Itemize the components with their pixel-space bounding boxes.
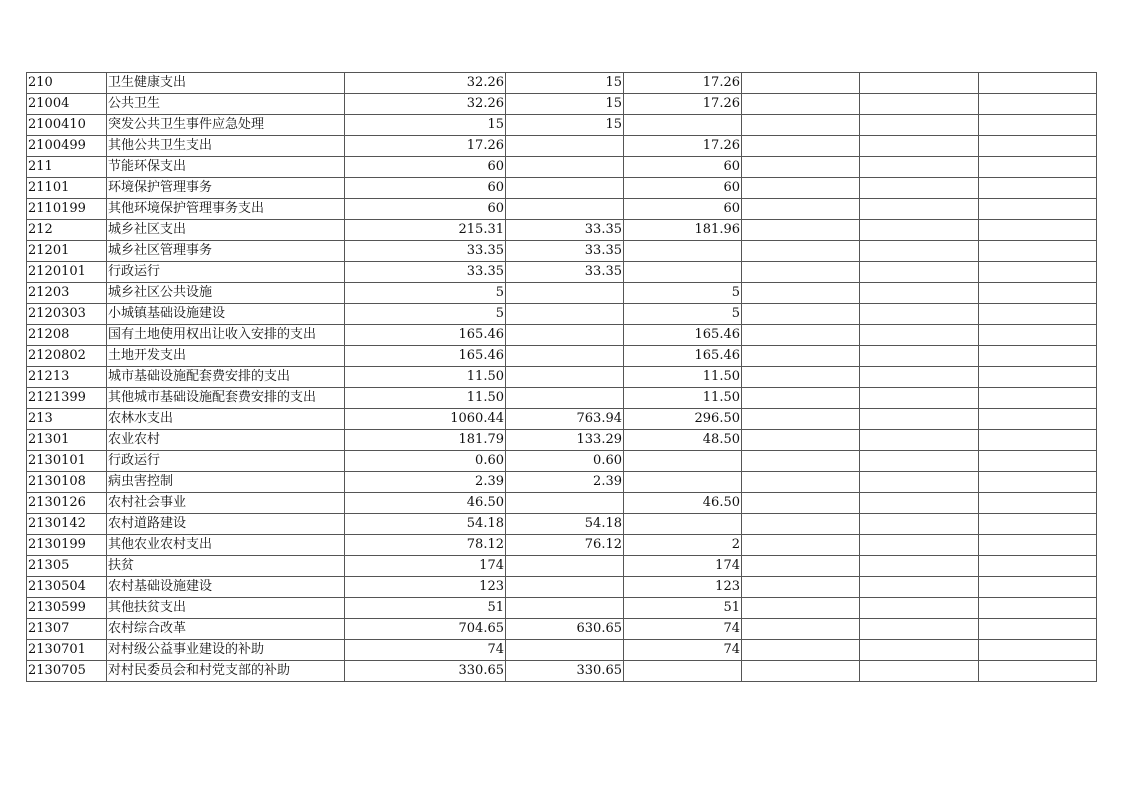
- account-name-cell: 农村道路建设: [107, 514, 345, 535]
- empty-cell: [979, 598, 1097, 619]
- basic-expenditure-cell: [506, 556, 624, 577]
- basic-expenditure-cell: [506, 304, 624, 325]
- empty-cell: [979, 304, 1097, 325]
- project-expenditure-cell: 60: [624, 178, 742, 199]
- total-amount-cell: 165.46: [345, 346, 506, 367]
- empty-cell: [742, 430, 860, 451]
- account-name-cell: 病虫害控制: [107, 472, 345, 493]
- basic-expenditure-cell: [506, 367, 624, 388]
- empty-cell: [860, 262, 979, 283]
- empty-cell: [742, 472, 860, 493]
- basic-expenditure-cell: 763.94: [506, 409, 624, 430]
- empty-cell: [742, 388, 860, 409]
- empty-cell: [742, 94, 860, 115]
- account-name-cell: 农业农村: [107, 430, 345, 451]
- project-expenditure-cell: 123: [624, 577, 742, 598]
- empty-cell: [742, 451, 860, 472]
- empty-cell: [979, 220, 1097, 241]
- empty-cell: [860, 514, 979, 535]
- empty-cell: [860, 577, 979, 598]
- account-code-cell: 2130599: [27, 598, 107, 619]
- total-amount-cell: 5: [345, 283, 506, 304]
- project-expenditure-cell: 48.50: [624, 430, 742, 451]
- table-row: [27, 514, 1097, 535]
- empty-cell: [742, 241, 860, 262]
- total-amount-cell: 215.31: [345, 220, 506, 241]
- empty-cell: [860, 283, 979, 304]
- table-row: [27, 367, 1097, 388]
- table-row: [27, 94, 1097, 115]
- project-expenditure-cell: 11.50: [624, 367, 742, 388]
- total-amount-cell: 123: [345, 577, 506, 598]
- table-row: [27, 178, 1097, 199]
- total-amount-cell: 1060.44: [345, 409, 506, 430]
- empty-cell: [979, 199, 1097, 220]
- empty-cell: [860, 178, 979, 199]
- total-amount-cell: 165.46: [345, 325, 506, 346]
- project-expenditure-cell: 17.26: [624, 73, 742, 94]
- project-expenditure-cell: [624, 241, 742, 262]
- empty-cell: [979, 115, 1097, 136]
- empty-cell: [979, 619, 1097, 640]
- project-expenditure-cell: 60: [624, 157, 742, 178]
- empty-cell: [742, 577, 860, 598]
- empty-cell: [979, 283, 1097, 304]
- total-amount-cell: 17.26: [345, 136, 506, 157]
- total-amount-cell: 78.12: [345, 535, 506, 556]
- basic-expenditure-cell: 33.35: [506, 241, 624, 262]
- empty-cell: [860, 619, 979, 640]
- account-name-cell: 行政运行: [107, 262, 345, 283]
- account-name-cell: 突发公共卫生事件应急处理: [107, 115, 345, 136]
- table-row: [27, 472, 1097, 493]
- project-expenditure-cell: [624, 262, 742, 283]
- empty-cell: [742, 325, 860, 346]
- empty-cell: [860, 493, 979, 514]
- account-code-cell: 2130142: [27, 514, 107, 535]
- empty-cell: [979, 493, 1097, 514]
- account-code-cell: 21201: [27, 241, 107, 262]
- table-row: [27, 661, 1097, 682]
- empty-cell: [979, 178, 1097, 199]
- table-row: [27, 199, 1097, 220]
- total-amount-cell: 2.39: [345, 472, 506, 493]
- empty-cell: [742, 409, 860, 430]
- account-name-cell: 土地开发支出: [107, 346, 345, 367]
- account-name-cell: 农村基础设施建设: [107, 577, 345, 598]
- empty-cell: [979, 94, 1097, 115]
- budget-table-sheet: [26, 72, 1096, 682]
- account-name-cell: 城市基础设施配套费安排的支出: [107, 367, 345, 388]
- table-row: [27, 220, 1097, 241]
- basic-expenditure-cell: 630.65: [506, 619, 624, 640]
- total-amount-cell: 33.35: [345, 241, 506, 262]
- basic-expenditure-cell: [506, 598, 624, 619]
- table-row: [27, 325, 1097, 346]
- table-row: [27, 535, 1097, 556]
- account-code-cell: 2130705: [27, 661, 107, 682]
- empty-cell: [742, 598, 860, 619]
- basic-expenditure-cell: [506, 640, 624, 661]
- project-expenditure-cell: 17.26: [624, 94, 742, 115]
- empty-cell: [860, 388, 979, 409]
- table-row: [27, 283, 1097, 304]
- total-amount-cell: 5: [345, 304, 506, 325]
- empty-cell: [860, 73, 979, 94]
- empty-cell: [979, 556, 1097, 577]
- basic-expenditure-cell: [506, 283, 624, 304]
- account-name-cell: 农林水支出: [107, 409, 345, 430]
- table-row: [27, 451, 1097, 472]
- empty-cell: [860, 556, 979, 577]
- account-name-cell: 小城镇基础设施建设: [107, 304, 345, 325]
- account-code-cell: 2100499: [27, 136, 107, 157]
- empty-cell: [860, 220, 979, 241]
- empty-cell: [979, 367, 1097, 388]
- empty-cell: [979, 325, 1097, 346]
- account-code-cell: 2130504: [27, 577, 107, 598]
- total-amount-cell: 11.50: [345, 388, 506, 409]
- empty-cell: [742, 136, 860, 157]
- account-code-cell: 2130199: [27, 535, 107, 556]
- total-amount-cell: 60: [345, 199, 506, 220]
- table-row: [27, 577, 1097, 598]
- table-row: [27, 598, 1097, 619]
- empty-cell: [742, 535, 860, 556]
- empty-cell: [742, 640, 860, 661]
- empty-cell: [742, 157, 860, 178]
- total-amount-cell: 54.18: [345, 514, 506, 535]
- account-name-cell: 其他公共卫生支出: [107, 136, 345, 157]
- basic-expenditure-cell: 0.60: [506, 451, 624, 472]
- basic-expenditure-cell: [506, 493, 624, 514]
- table-row: [27, 136, 1097, 157]
- total-amount-cell: 330.65: [345, 661, 506, 682]
- total-amount-cell: 32.26: [345, 94, 506, 115]
- empty-cell: [860, 304, 979, 325]
- account-code-cell: 21213: [27, 367, 107, 388]
- table-row: [27, 556, 1097, 577]
- basic-expenditure-cell: [506, 136, 624, 157]
- project-expenditure-cell: 11.50: [624, 388, 742, 409]
- empty-cell: [742, 283, 860, 304]
- project-expenditure-cell: 51: [624, 598, 742, 619]
- basic-expenditure-cell: 15: [506, 115, 624, 136]
- empty-cell: [742, 514, 860, 535]
- account-code-cell: 2130126: [27, 493, 107, 514]
- project-expenditure-cell: 5: [624, 283, 742, 304]
- total-amount-cell: 15: [345, 115, 506, 136]
- account-code-cell: 2130108: [27, 472, 107, 493]
- total-amount-cell: 33.35: [345, 262, 506, 283]
- account-name-cell: 其他扶贫支出: [107, 598, 345, 619]
- table-row: [27, 409, 1097, 430]
- empty-cell: [860, 409, 979, 430]
- empty-cell: [742, 220, 860, 241]
- empty-cell: [979, 73, 1097, 94]
- table-row: [27, 304, 1097, 325]
- project-expenditure-cell: 174: [624, 556, 742, 577]
- project-expenditure-cell: 165.46: [624, 346, 742, 367]
- total-amount-cell: 704.65: [345, 619, 506, 640]
- expenditure-table: [26, 72, 1097, 682]
- account-code-cell: 21307: [27, 619, 107, 640]
- empty-cell: [742, 493, 860, 514]
- account-name-cell: 环境保护管理事务: [107, 178, 345, 199]
- empty-cell: [979, 535, 1097, 556]
- account-code-cell: 2120802: [27, 346, 107, 367]
- empty-cell: [742, 661, 860, 682]
- account-code-cell: 2130101: [27, 451, 107, 472]
- basic-expenditure-cell: [506, 199, 624, 220]
- account-name-cell: 城乡社区支出: [107, 220, 345, 241]
- basic-expenditure-cell: 330.65: [506, 661, 624, 682]
- project-expenditure-cell: 296.50: [624, 409, 742, 430]
- table-row: [27, 346, 1097, 367]
- account-name-cell: 其他环境保护管理事务支出: [107, 199, 345, 220]
- project-expenditure-cell: 74: [624, 619, 742, 640]
- empty-cell: [979, 346, 1097, 367]
- account-name-cell: 行政运行: [107, 451, 345, 472]
- account-code-cell: 21004: [27, 94, 107, 115]
- empty-cell: [860, 472, 979, 493]
- account-code-cell: 2120303: [27, 304, 107, 325]
- project-expenditure-cell: 74: [624, 640, 742, 661]
- empty-cell: [742, 262, 860, 283]
- empty-cell: [979, 661, 1097, 682]
- empty-cell: [742, 304, 860, 325]
- empty-cell: [860, 199, 979, 220]
- empty-cell: [979, 514, 1097, 535]
- account-name-cell: 对村民委员会和村党支部的补助: [107, 661, 345, 682]
- project-expenditure-cell: 17.26: [624, 136, 742, 157]
- account-code-cell: 21203: [27, 283, 107, 304]
- empty-cell: [860, 640, 979, 661]
- table-row: [27, 262, 1097, 283]
- empty-cell: [742, 619, 860, 640]
- total-amount-cell: 60: [345, 157, 506, 178]
- total-amount-cell: 11.50: [345, 367, 506, 388]
- account-name-cell: 扶贫: [107, 556, 345, 577]
- account-name-cell: 城乡社区公共设施: [107, 283, 345, 304]
- empty-cell: [742, 178, 860, 199]
- total-amount-cell: 74: [345, 640, 506, 661]
- project-expenditure-cell: 60: [624, 199, 742, 220]
- account-name-cell: 农村综合改革: [107, 619, 345, 640]
- empty-cell: [860, 661, 979, 682]
- empty-cell: [742, 199, 860, 220]
- total-amount-cell: 46.50: [345, 493, 506, 514]
- empty-cell: [979, 577, 1097, 598]
- account-name-cell: 节能环保支出: [107, 157, 345, 178]
- account-name-cell: 其他农业农村支出: [107, 535, 345, 556]
- project-expenditure-cell: 181.96: [624, 220, 742, 241]
- empty-cell: [979, 136, 1097, 157]
- empty-cell: [742, 115, 860, 136]
- basic-expenditure-cell: 76.12: [506, 535, 624, 556]
- table-row: [27, 640, 1097, 661]
- empty-cell: [742, 346, 860, 367]
- account-name-cell: 国有土地使用权出让收入安排的支出: [107, 325, 345, 346]
- empty-cell: [860, 94, 979, 115]
- empty-cell: [860, 598, 979, 619]
- table-body: [27, 73, 1097, 682]
- table-row: [27, 619, 1097, 640]
- basic-expenditure-cell: 33.35: [506, 262, 624, 283]
- empty-cell: [979, 472, 1097, 493]
- empty-cell: [979, 409, 1097, 430]
- account-code-cell: 21305: [27, 556, 107, 577]
- basic-expenditure-cell: 15: [506, 73, 624, 94]
- table-row: [27, 115, 1097, 136]
- total-amount-cell: 32.26: [345, 73, 506, 94]
- account-code-cell: 21208: [27, 325, 107, 346]
- account-name-cell: 公共卫生: [107, 94, 345, 115]
- basic-expenditure-cell: [506, 346, 624, 367]
- basic-expenditure-cell: [506, 157, 624, 178]
- basic-expenditure-cell: 133.29: [506, 430, 624, 451]
- empty-cell: [860, 451, 979, 472]
- account-name-cell: 对村级公益事业建设的补助: [107, 640, 345, 661]
- table-row: [27, 430, 1097, 451]
- empty-cell: [979, 451, 1097, 472]
- empty-cell: [742, 73, 860, 94]
- project-expenditure-cell: 165.46: [624, 325, 742, 346]
- project-expenditure-cell: [624, 451, 742, 472]
- basic-expenditure-cell: [506, 388, 624, 409]
- total-amount-cell: 174: [345, 556, 506, 577]
- total-amount-cell: 51: [345, 598, 506, 619]
- empty-cell: [860, 115, 979, 136]
- empty-cell: [979, 430, 1097, 451]
- table-row: [27, 241, 1097, 262]
- basic-expenditure-cell: [506, 178, 624, 199]
- empty-cell: [860, 136, 979, 157]
- empty-cell: [860, 367, 979, 388]
- account-code-cell: 213: [27, 409, 107, 430]
- account-code-cell: 2121399: [27, 388, 107, 409]
- account-name-cell: 卫生健康支出: [107, 73, 345, 94]
- account-code-cell: 210: [27, 73, 107, 94]
- basic-expenditure-cell: [506, 325, 624, 346]
- account-code-cell: 212: [27, 220, 107, 241]
- empty-cell: [860, 157, 979, 178]
- project-expenditure-cell: [624, 661, 742, 682]
- basic-expenditure-cell: [506, 577, 624, 598]
- empty-cell: [979, 388, 1097, 409]
- empty-cell: [742, 367, 860, 388]
- empty-cell: [979, 157, 1097, 178]
- empty-cell: [860, 325, 979, 346]
- project-expenditure-cell: [624, 472, 742, 493]
- project-expenditure-cell: 46.50: [624, 493, 742, 514]
- account-code-cell: 21101: [27, 178, 107, 199]
- table-row: [27, 388, 1097, 409]
- basic-expenditure-cell: 33.35: [506, 220, 624, 241]
- empty-cell: [860, 346, 979, 367]
- project-expenditure-cell: [624, 115, 742, 136]
- account-code-cell: 2120101: [27, 262, 107, 283]
- total-amount-cell: 181.79: [345, 430, 506, 451]
- empty-cell: [860, 535, 979, 556]
- account-name-cell: 城乡社区管理事务: [107, 241, 345, 262]
- project-expenditure-cell: 5: [624, 304, 742, 325]
- account-code-cell: 2130701: [27, 640, 107, 661]
- project-expenditure-cell: 2: [624, 535, 742, 556]
- empty-cell: [979, 262, 1097, 283]
- empty-cell: [742, 556, 860, 577]
- table-row: [27, 493, 1097, 514]
- total-amount-cell: 0.60: [345, 451, 506, 472]
- empty-cell: [860, 241, 979, 262]
- project-expenditure-cell: [624, 514, 742, 535]
- table-row: [27, 157, 1097, 178]
- basic-expenditure-cell: 54.18: [506, 514, 624, 535]
- total-amount-cell: 60: [345, 178, 506, 199]
- empty-cell: [860, 430, 979, 451]
- account-code-cell: 2110199: [27, 199, 107, 220]
- account-code-cell: 211: [27, 157, 107, 178]
- account-code-cell: 2100410: [27, 115, 107, 136]
- table-row: [27, 73, 1097, 94]
- empty-cell: [979, 640, 1097, 661]
- account-name-cell: 其他城市基础设施配套费安排的支出: [107, 388, 345, 409]
- account-code-cell: 21301: [27, 430, 107, 451]
- basic-expenditure-cell: 2.39: [506, 472, 624, 493]
- account-name-cell: 农村社会事业: [107, 493, 345, 514]
- basic-expenditure-cell: 15: [506, 94, 624, 115]
- empty-cell: [979, 241, 1097, 262]
